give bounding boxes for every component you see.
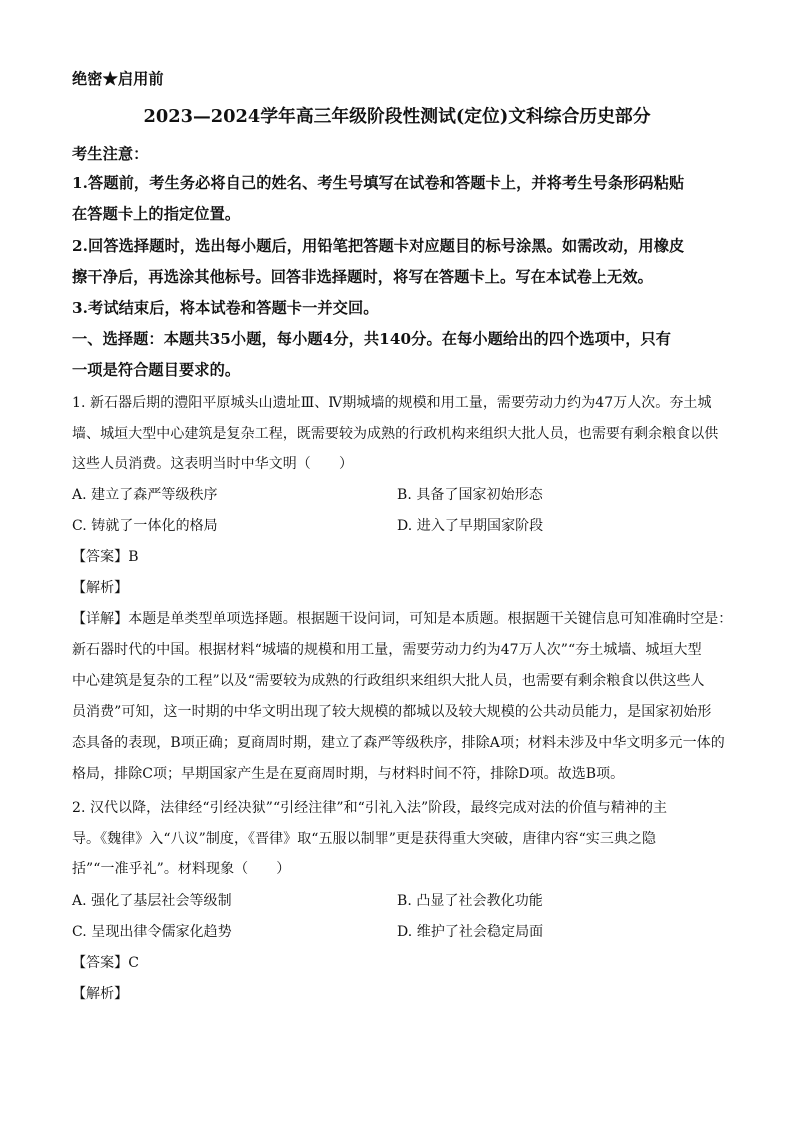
detail-line: 格局，排除C项；早期国家产生是在夏商周时期，与材料时间不符，排除D项。故选B项。 [72,766,625,782]
option-a: A. 建立了森严等级秩序 [72,487,218,503]
question-stem-line: 墙、城垣大型中心建筑是复杂工程，既需要较为成熟的行政机构来组织大批人员，也需要有剩余粮食以供 [72,426,719,442]
notice-line: 在答题卡上的指定位置。 [72,205,241,223]
notice-line: 2.回答选择题时，选出每小题后，用铅笔把答题卡对应题目的标号涂黑。如需改动，用橡皮 [72,237,685,255]
notice-heading: 考生注意： [72,145,149,163]
option-d: D. 维护了社会稳定局面 [397,924,544,940]
detail-line: 态具备的表现，B项正确；夏商周时期，建立了森严等级秩序，排除A项；材料未涉及中华文明多元一体的 [72,735,725,751]
detail-line: 【详解】本题是单类型单项选择题。根据题干设问词，可知是本质题。根据题干关键信息可知准确时空是： [72,611,733,627]
option-a: A. 强化了基层社会等级制 [72,893,232,909]
question-stem-line: 导。《魏律》入“八议”制度，《晋律》取“五服以制罪”更是获得重大突破，唐律内容“实三典之隐 [72,831,657,847]
question-stem-line: 这些人员消费。这表明当时中华文明（ ） [72,456,353,472]
secret-label: 绝密★启用前 [72,70,164,88]
detail-line: 新石器时代的中国。根据材料“城墙的规模和用工量，需要劳动力约为47万人次”“夯土城墙、城垣大型 [72,642,702,658]
question-stem-line: 括”“一准乎礼”。材料现象（ ） [72,861,291,877]
notice-line: 3.考试结束后，将本试卷和答题卡一并交回。 [72,299,379,317]
question-stem-line: 2. 汉代以降，法律经“引经决狱”“引经注律”和“引礼入法”阶段，最终完成对法的价值与精神的主 [72,800,668,816]
option-b: B. 具备了国家初始形态 [397,487,543,503]
section-line: 一、选择题：本题共35小题，每小题4分，共140分。在每小题给出的四个选项中，只有 [72,330,672,348]
notice-line: 1.答题前，考生务必将自己的姓名、考生号填写在试卷和答题卡上，并将考生号条形码粘贴 [72,174,685,192]
option-b: B. 凸显了社会教化功能 [397,893,543,909]
detail-line: 员消费”可知，这一时期的中华文明出现了较大规模的都城以及较大规模的公共动员能力，是国家初始形 [72,704,712,720]
option-c: C. 铸就了一体化的格局 [72,518,218,534]
page-title: 2023—2024学年高三年级阶段性测试(定位)文科综合历史部分 [143,106,651,127]
option-c: C. 呈现出律令儒家化趋势 [72,924,232,940]
option-d: D. 进入了早期国家阶段 [397,518,544,534]
answer-label: 【答案】C [72,955,139,971]
section-line: 一项是符合题目要求的。 [72,361,241,379]
analysis-label: 【解析】 [72,580,129,596]
analysis-label: 【解析】 [72,986,129,1002]
answer-label: 【答案】B [72,549,139,565]
notice-line: 擦干净后，再选涂其他标号。回答非选择题时，将写在答题卡上。写在本试卷上无效。 [72,268,653,286]
question-stem-line: 1. 新石器后期的澧阳平原城头山遗址Ⅲ、Ⅳ期城墙的规模和用工量，需要劳动力约为47万人次。夯土城 [72,395,712,411]
detail-line: 中心建筑是复杂的工程”以及“需要较为成熟的行政组织来组织大批人员，也需要有剩余粮食以供这些人 [72,673,705,689]
